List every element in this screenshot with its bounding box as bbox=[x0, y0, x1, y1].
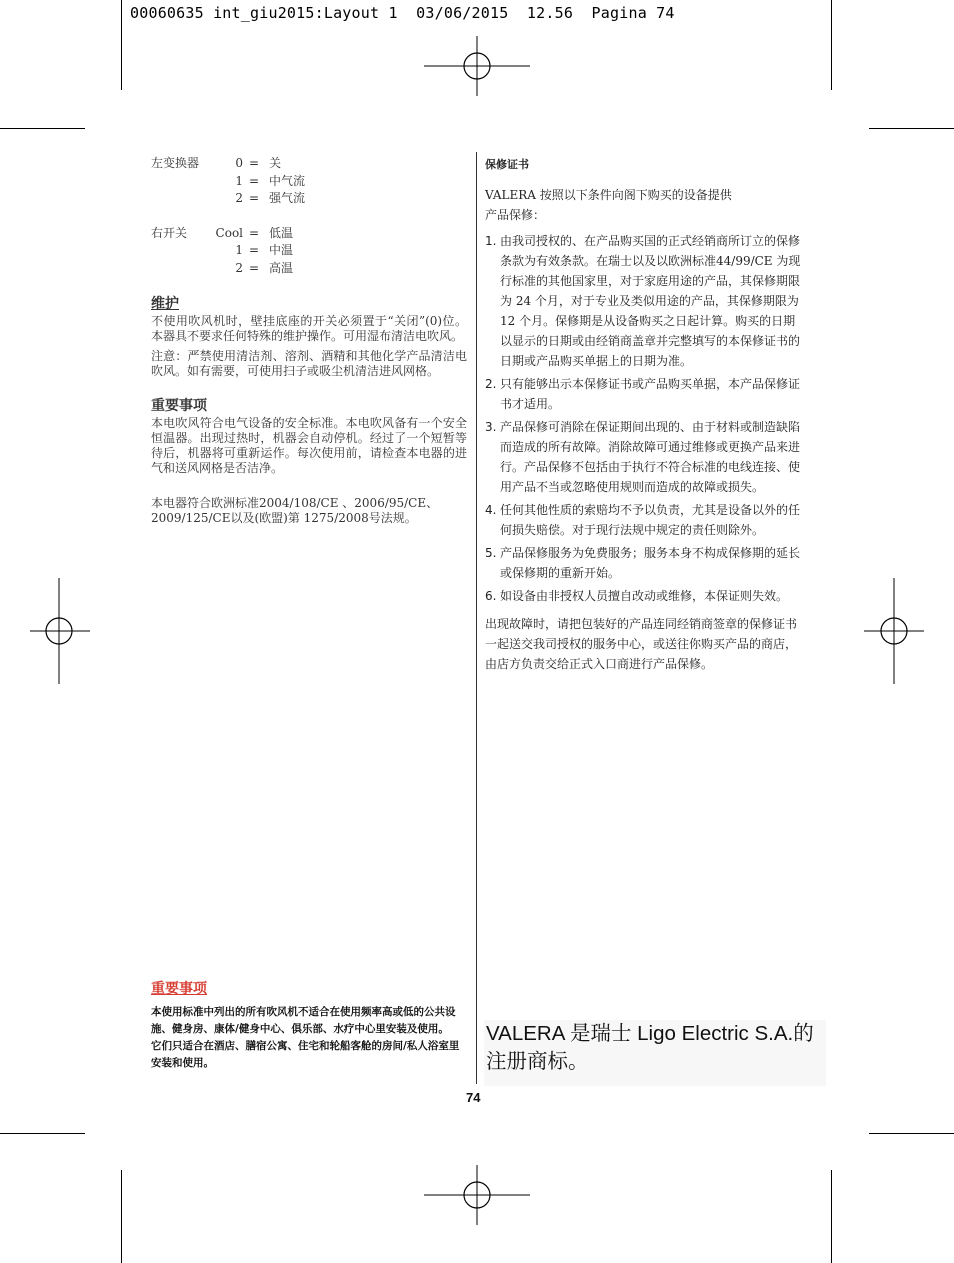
important-text: 本电吹风符合电气设备的安全标准。本电吹风备有一个安全恒温器。出现过热时，机器会自动停机。经过了一个短暂等待后，机器将可重新运作。每次使用前，请检查本电器的进气和送风网格是否洁净。 bbox=[151, 416, 467, 475]
registration-mark-left bbox=[30, 578, 90, 684]
registration-mark-top bbox=[424, 36, 530, 96]
crop-mark bbox=[869, 128, 954, 129]
warranty-item: 4. 任何其他性质的索赔均不予以负责，尤其是设备以外的任何损失赔偿。对于现行法规中规定的责任则除外。 bbox=[485, 503, 801, 537]
compliance-text: 本电器符合欧洲标准2004/108/CE 、2006/95/CE、2009/125/CE以及(欧盟)第 1275/2008号法规。 bbox=[151, 496, 439, 525]
switch-row: 2 = 高温 bbox=[235, 260, 294, 275]
warranty-item: 1. 由我司授权的、在产品购买国的正式经销商所订立的保修条款为有效条款。在瑞士以及以欧洲标准44/99/CE 为现行标准的其他国家里，对于家庭用途的产品，其保修期限为 24 个月，对于专业及类似用途的产品，其保修期限为 12 个月。保修期是从设备购买之日起计算。购买的日期以显示的日期或由经销商盖章并完整填写的本保修证书的日期或产品购买单据上的日期为准。 bbox=[485, 234, 801, 368]
crop-mark bbox=[121, 1170, 122, 1263]
switch-row: 1 = 中气流 bbox=[235, 173, 306, 188]
switch-table bbox=[151, 155, 467, 277]
registration-mark-right bbox=[864, 578, 924, 684]
warranty-item: 2. 只有能够出示本保修证书或产品购买单据，本产品保修证书才适用。 bbox=[485, 377, 801, 411]
crop-mark bbox=[831, 0, 832, 90]
switch-row: 左变换器 0 = 关 bbox=[151, 156, 282, 170]
registration-mark-bottom bbox=[424, 1165, 530, 1225]
column-divider bbox=[476, 152, 477, 1084]
public-warning-text: 本使用标准中列出的所有吹风机不适合在使用频率高或低的公共设施、健身房、康体/健身中心、俱乐部、水疗中心里安装及使用。 bbox=[151, 1006, 456, 1035]
public-warning-text-2: 它们只适合在酒店、膳宿公寓、住宅和轮船客舱的房间/私人浴室里安装和使用。 bbox=[151, 1040, 460, 1069]
switch-row: 1 = 中温 bbox=[235, 243, 294, 257]
maintenance-text: 不使用吹风机时，壁挂底座的开关必须置于“关闭”(0)位。本器具不要求任何特殊的维护操作。可用湿布清洁电吹风。 bbox=[151, 314, 467, 343]
maintenance-caution: 注意：严禁使用清洁剂、溶剂、酒精和其他化学产品清洁电吹风。如有需要，可使用扫子或吸尘机清洁进风网格。 bbox=[151, 349, 467, 378]
important-title: 重要事项 bbox=[151, 398, 207, 414]
warranty-item: 5. 产品保修服务为免费服务；服务本身不构成保修期的延长或保修期的重新开始。 bbox=[485, 546, 801, 580]
warranty-item: 3. 产品保修可消除在保证期间出现的、由于材料或制造缺陷而造成的所有故障。消除故障可通过维修或更换产品来进行。产品保修不包括由于执行不符合标准的电线连接、使用产品不当或忽略使用规则而造成的故障或损失。 bbox=[485, 420, 801, 494]
left-column bbox=[151, 155, 467, 526]
maintenance-title: 维护 bbox=[151, 296, 179, 312]
warranty-title: 保修证书 bbox=[485, 158, 529, 171]
trademark-note: VALERA 是瑞士 Ligo Electric S.A.的注册商标。 bbox=[484, 1020, 826, 1086]
public-warning-title: 重要事项 bbox=[151, 981, 207, 997]
crop-mark bbox=[0, 128, 85, 129]
right-column bbox=[485, 155, 805, 674]
warranty-closing: 出现故障时，请把包装好的产品连同经销商签章的保修证书一起送交我司授权的服务中心，或送往你购买产品的商店，由店方负责交给正式入口商进行产品保修。 bbox=[485, 617, 798, 671]
switch-row: 2 = 强气流 bbox=[235, 191, 306, 205]
page-number: 74 bbox=[466, 1090, 481, 1105]
switch-row: 右开关 Cool = 低温 bbox=[151, 225, 294, 240]
print-slug: 00060635 int_giu2015:Layout 1 03/06/2015 12.56 Pagina 74 bbox=[130, 4, 675, 22]
crop-mark bbox=[121, 0, 122, 90]
warranty-intro: VALERA 按照以下条件向阁下购买的设备提供产品保修： bbox=[485, 188, 732, 222]
crop-mark bbox=[869, 1133, 954, 1134]
crop-mark bbox=[831, 1170, 832, 1263]
warranty-item: 6. 如设备由非授权人员擅自改动或维修，本保证则失效。 bbox=[485, 589, 789, 603]
public-use-warning bbox=[151, 978, 469, 1072]
crop-mark bbox=[0, 1133, 85, 1134]
